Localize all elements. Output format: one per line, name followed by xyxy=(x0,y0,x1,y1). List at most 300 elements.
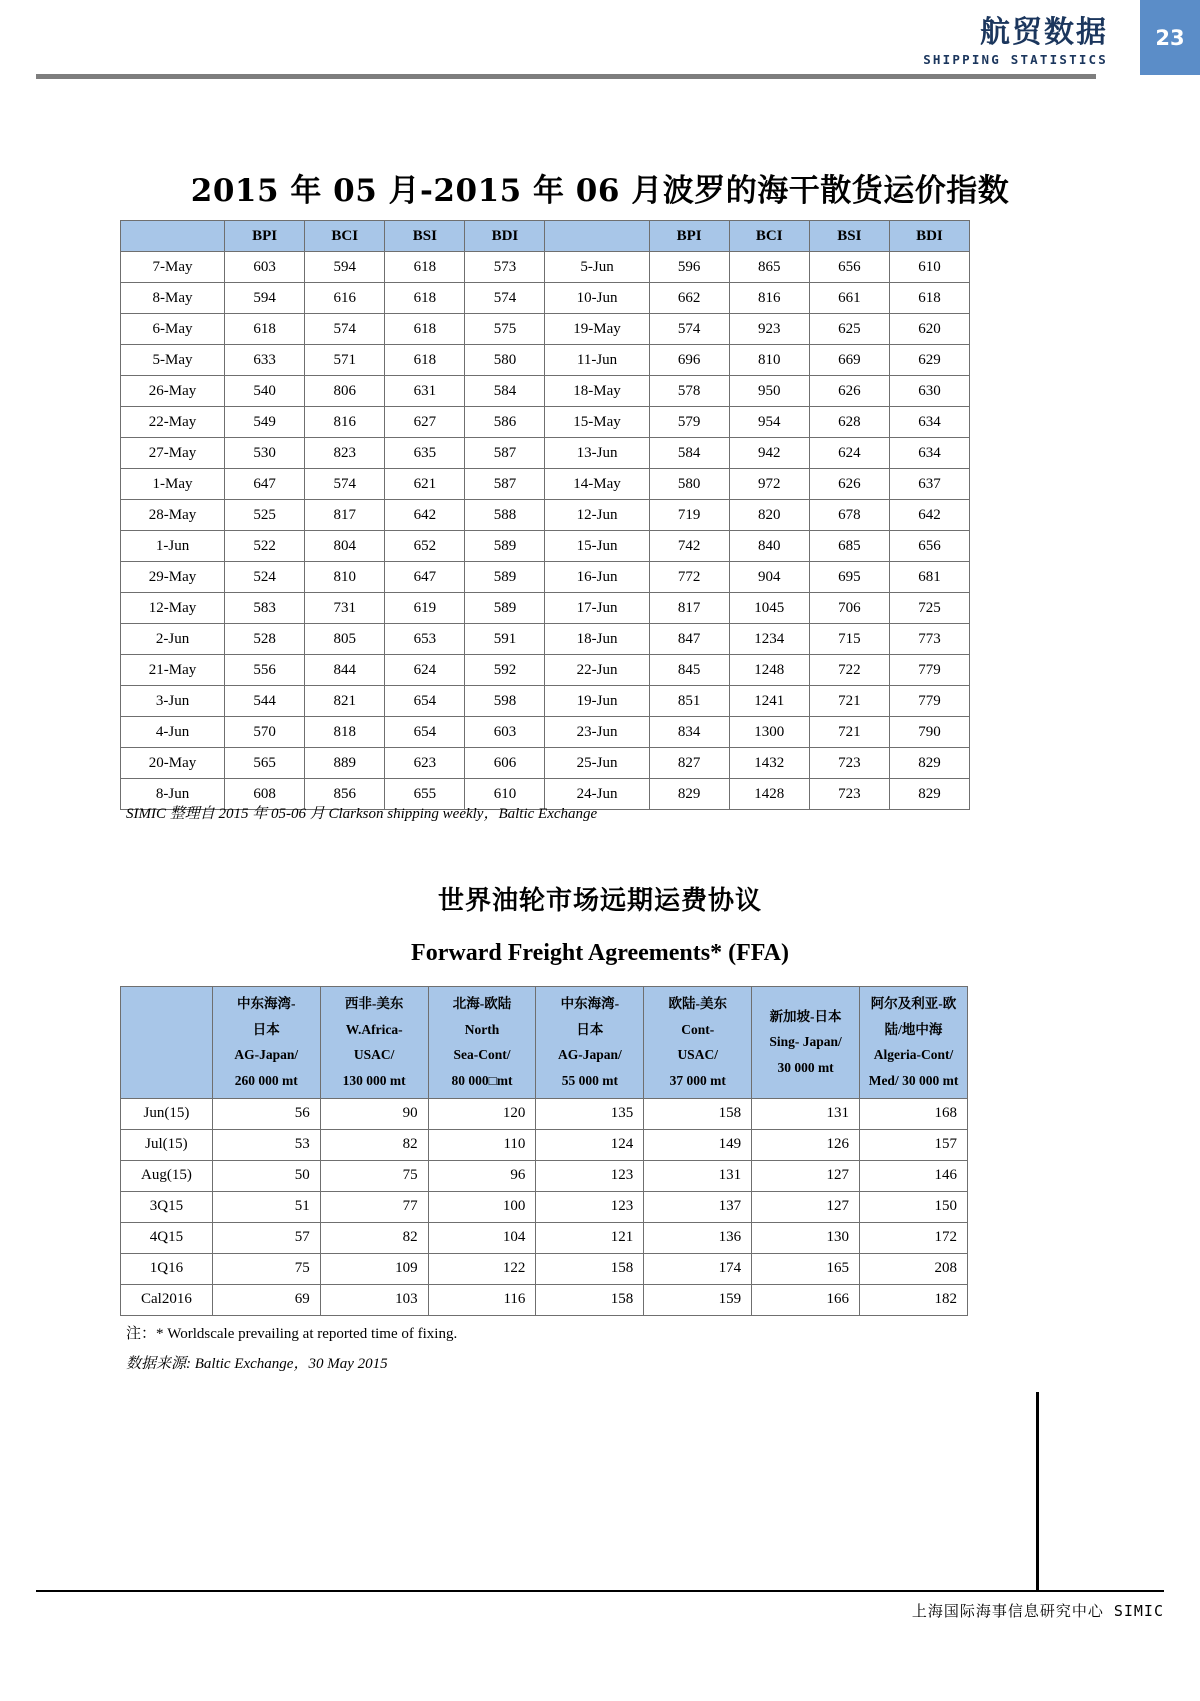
cell: 90 xyxy=(320,1098,428,1129)
cell: 790 xyxy=(889,717,969,748)
cell: 166 xyxy=(752,1284,860,1315)
cell: 618 xyxy=(889,283,969,314)
cell: 77 xyxy=(320,1191,428,1222)
cell: 810 xyxy=(305,562,385,593)
cell: 652 xyxy=(385,531,465,562)
table-row xyxy=(121,624,970,655)
cell: 647 xyxy=(385,562,465,593)
cell: 621 xyxy=(385,469,465,500)
cell: 13-Jun xyxy=(545,438,649,469)
bdi-col-header xyxy=(121,221,225,252)
cell: 121 xyxy=(536,1222,644,1253)
cell: 603 xyxy=(465,717,545,748)
cell: 131 xyxy=(752,1098,860,1129)
table-row xyxy=(121,531,970,562)
cell: 23-Jun xyxy=(545,717,649,748)
cell: 1234 xyxy=(729,624,809,655)
cell: 865 xyxy=(729,252,809,283)
header-line: 阿尔及利亚-欧 xyxy=(870,996,957,1011)
page-number-badge: 23 xyxy=(1140,0,1200,75)
cell: 174 xyxy=(644,1253,752,1284)
page-header xyxy=(0,0,1200,100)
cell: 642 xyxy=(889,500,969,531)
header-line: 欧陆-美东 xyxy=(668,996,727,1011)
cell: 610 xyxy=(889,252,969,283)
cell: 1045 xyxy=(729,593,809,624)
header-line: 中东海湾- xyxy=(560,996,620,1011)
table-row xyxy=(121,593,970,624)
cell: 731 xyxy=(305,593,385,624)
cell: 923 xyxy=(729,314,809,345)
bdi-col-header: BPI xyxy=(225,221,305,252)
row-label: Jun(15) xyxy=(121,1098,213,1129)
cell: 618 xyxy=(225,314,305,345)
cell: 22-May xyxy=(121,407,225,438)
cell: 856 xyxy=(305,779,385,810)
table-row xyxy=(121,1129,968,1160)
ffa-header-row xyxy=(121,987,968,1099)
header-divider xyxy=(36,74,1096,79)
cell: 624 xyxy=(809,438,889,469)
bdi-col-header: BCI xyxy=(729,221,809,252)
cell: 11-Jun xyxy=(545,345,649,376)
cell: 654 xyxy=(385,686,465,717)
cell: 655 xyxy=(385,779,465,810)
cell: 596 xyxy=(649,252,729,283)
cell: 616 xyxy=(305,283,385,314)
cell: 773 xyxy=(889,624,969,655)
cell: 182 xyxy=(860,1284,968,1315)
cell: 15-Jun xyxy=(545,531,649,562)
cell: 57 xyxy=(212,1222,320,1253)
cell: 579 xyxy=(649,407,729,438)
cell: 120 xyxy=(428,1098,536,1129)
cell: 12-May xyxy=(121,593,225,624)
cell: 104 xyxy=(428,1222,536,1253)
cell: 12-Jun xyxy=(545,500,649,531)
table-row xyxy=(121,748,970,779)
table-row xyxy=(121,1160,968,1191)
cell: 589 xyxy=(465,562,545,593)
cell: 18-May xyxy=(545,376,649,407)
header-line: USAC/ xyxy=(677,1047,718,1063)
bdi-col-header: BSI xyxy=(809,221,889,252)
row-label: 1Q16 xyxy=(121,1253,213,1284)
table-row xyxy=(121,345,970,376)
cell: 626 xyxy=(809,376,889,407)
cell: 28-May xyxy=(121,500,225,531)
header-line: AG-Japan/ xyxy=(557,1047,622,1063)
cell: 620 xyxy=(889,314,969,345)
cell: 706 xyxy=(809,593,889,624)
cell: 1428 xyxy=(729,779,809,810)
cell: 16-Jun xyxy=(545,562,649,593)
cell: 168 xyxy=(860,1098,968,1129)
cell: 131 xyxy=(644,1160,752,1191)
header-line: 30 000 mt xyxy=(777,1060,834,1076)
table-row xyxy=(121,1191,968,1222)
ffa-col-header-sing-japan xyxy=(752,987,860,1099)
cell: 56 xyxy=(212,1098,320,1129)
cell: 626 xyxy=(809,469,889,500)
cell: 628 xyxy=(809,407,889,438)
cell: 634 xyxy=(889,407,969,438)
cell: 845 xyxy=(649,655,729,686)
cell: 844 xyxy=(305,655,385,686)
cell: 127 xyxy=(752,1160,860,1191)
cell: 589 xyxy=(465,531,545,562)
footer-divider xyxy=(36,1590,1164,1592)
cell: 19-Jun xyxy=(545,686,649,717)
cell: 26-May xyxy=(121,376,225,407)
cell: 574 xyxy=(465,283,545,314)
cell: 51 xyxy=(212,1191,320,1222)
cell: 742 xyxy=(649,531,729,562)
cell: 17-Jun xyxy=(545,593,649,624)
cell: 574 xyxy=(649,314,729,345)
table-row xyxy=(121,1284,968,1315)
cell: 19-May xyxy=(545,314,649,345)
ffa-col-header-ag-japan-260k xyxy=(212,987,320,1099)
bdi-col-header xyxy=(545,221,649,252)
cell: 1432 xyxy=(729,748,809,779)
cell: 606 xyxy=(465,748,545,779)
cell: 722 xyxy=(809,655,889,686)
table-row xyxy=(121,469,970,500)
cell: 695 xyxy=(809,562,889,593)
cell: 633 xyxy=(225,345,305,376)
cell: 172 xyxy=(860,1222,968,1253)
header-line: 北海-欧陆 xyxy=(452,996,512,1011)
ffa-section-title-english: Forward Freight Agreements* (FFA) xyxy=(411,940,789,966)
ffa-footnote: 注：* Worldscale prevailing at reported time of fixing. xyxy=(126,1326,458,1342)
cell: 805 xyxy=(305,624,385,655)
cell: 525 xyxy=(225,500,305,531)
header-line: 西非-美东 xyxy=(344,996,404,1011)
cell: 96 xyxy=(428,1160,536,1191)
cell: 578 xyxy=(649,376,729,407)
cell: 158 xyxy=(536,1253,644,1284)
cell: 103 xyxy=(320,1284,428,1315)
cell: 522 xyxy=(225,531,305,562)
cell: 584 xyxy=(649,438,729,469)
cell: 817 xyxy=(305,500,385,531)
cell: 685 xyxy=(809,531,889,562)
cell: 950 xyxy=(729,376,809,407)
cell: 82 xyxy=(320,1222,428,1253)
cell: 618 xyxy=(385,345,465,376)
cell: 637 xyxy=(889,469,969,500)
cell: 530 xyxy=(225,438,305,469)
cell: 18-Jun xyxy=(545,624,649,655)
header-line: 日本 xyxy=(576,1021,604,1037)
cell: 27-May xyxy=(121,438,225,469)
cell: 972 xyxy=(729,469,809,500)
cell: 158 xyxy=(644,1098,752,1129)
cell: 130 xyxy=(752,1222,860,1253)
cell: 549 xyxy=(225,407,305,438)
cell: 583 xyxy=(225,593,305,624)
ffa-col-header-northsea-cont xyxy=(428,987,536,1099)
header-line: 80 000□mt xyxy=(451,1072,513,1088)
cell: 630 xyxy=(889,376,969,407)
cell: 124 xyxy=(536,1129,644,1160)
cell: 662 xyxy=(649,283,729,314)
cell: 603 xyxy=(225,252,305,283)
cell: 565 xyxy=(225,748,305,779)
cell: 656 xyxy=(889,531,969,562)
header-title-chinese: 航贸数据 xyxy=(980,15,1108,50)
cell: 75 xyxy=(212,1253,320,1284)
cell: 678 xyxy=(809,500,889,531)
cell: 573 xyxy=(465,252,545,283)
cell: 20-May xyxy=(121,748,225,779)
cell: 159 xyxy=(644,1284,752,1315)
cell: 149 xyxy=(644,1129,752,1160)
cell: 820 xyxy=(729,500,809,531)
cell: 127 xyxy=(752,1191,860,1222)
cell: 8-May xyxy=(121,283,225,314)
table-row xyxy=(121,717,970,748)
cell: 10-Jun xyxy=(545,283,649,314)
cell: 816 xyxy=(729,283,809,314)
cell: 779 xyxy=(889,655,969,686)
cell: 647 xyxy=(225,469,305,500)
cell: 817 xyxy=(649,593,729,624)
cell: 15-May xyxy=(545,407,649,438)
cell: 82 xyxy=(320,1129,428,1160)
header-line: Sing- Japan/ xyxy=(769,1034,842,1050)
header-line: USAC/ xyxy=(353,1047,395,1063)
row-label: Cal2016 xyxy=(121,1284,213,1315)
ffa-col-header-wafrica-usac xyxy=(320,987,428,1099)
cell: 804 xyxy=(305,531,385,562)
cell: 69 xyxy=(212,1284,320,1315)
cell: 586 xyxy=(465,407,545,438)
table-row xyxy=(121,1098,968,1129)
row-label: 4Q15 xyxy=(121,1222,213,1253)
cell: 627 xyxy=(385,407,465,438)
cell: 779 xyxy=(889,686,969,717)
cell: 723 xyxy=(809,779,889,810)
cell: 847 xyxy=(649,624,729,655)
table-row xyxy=(121,655,970,686)
cell: 208 xyxy=(860,1253,968,1284)
ffa-col-header-ag-japan-55k xyxy=(536,987,644,1099)
table-row xyxy=(121,1253,968,1284)
cell: 592 xyxy=(465,655,545,686)
header-line: 55 000 mt xyxy=(561,1072,618,1088)
cell: 816 xyxy=(305,407,385,438)
bdi-table xyxy=(120,220,970,810)
cell: 608 xyxy=(225,779,305,810)
cell: 6-May xyxy=(121,314,225,345)
cell: 681 xyxy=(889,562,969,593)
cell: 100 xyxy=(428,1191,536,1222)
cell: 654 xyxy=(385,717,465,748)
cell: 618 xyxy=(385,283,465,314)
cell: 544 xyxy=(225,686,305,717)
cell: 721 xyxy=(809,717,889,748)
header-line: 日本 xyxy=(252,1021,280,1037)
cell: 591 xyxy=(465,624,545,655)
cell: 719 xyxy=(649,500,729,531)
table-row xyxy=(121,500,970,531)
cell: 580 xyxy=(465,345,545,376)
cell: 29-May xyxy=(121,562,225,593)
cell: 570 xyxy=(225,717,305,748)
cell: 7-May xyxy=(121,252,225,283)
header-line: 130 000 mt xyxy=(342,1072,406,1088)
table-row xyxy=(121,686,970,717)
cell: 642 xyxy=(385,500,465,531)
cell: 619 xyxy=(385,593,465,624)
cell: 524 xyxy=(225,562,305,593)
cell: 165 xyxy=(752,1253,860,1284)
header-title-block xyxy=(923,16,1108,67)
cell: 122 xyxy=(428,1253,536,1284)
table-row xyxy=(121,438,970,469)
row-label: 3Q15 xyxy=(121,1191,213,1222)
cell: 772 xyxy=(649,562,729,593)
cell: 53 xyxy=(212,1129,320,1160)
cell: 598 xyxy=(465,686,545,717)
cell: 715 xyxy=(809,624,889,655)
cell: 829 xyxy=(649,779,729,810)
header-line: 新加坡-日本 xyxy=(769,1008,842,1024)
cell: 1241 xyxy=(729,686,809,717)
cell: 829 xyxy=(889,748,969,779)
cell: 661 xyxy=(809,283,889,314)
header-line: Cont- xyxy=(681,1021,715,1037)
cell: 624 xyxy=(385,655,465,686)
header-title-english: SHIPPING STATISTICS xyxy=(923,52,1108,67)
table-row xyxy=(121,314,970,345)
cell: 123 xyxy=(536,1191,644,1222)
cell: 587 xyxy=(465,469,545,500)
bdi-col-header: BCI xyxy=(305,221,385,252)
cell: 618 xyxy=(385,252,465,283)
bdi-col-header: BSI xyxy=(385,221,465,252)
table-row xyxy=(121,376,970,407)
cell: 954 xyxy=(729,407,809,438)
table-row xyxy=(121,407,970,438)
cell: 5-May xyxy=(121,345,225,376)
cell: 589 xyxy=(465,593,545,624)
cell: 4-Jun xyxy=(121,717,225,748)
bdi-header-row xyxy=(121,221,970,252)
cell: 3-Jun xyxy=(121,686,225,717)
bdi-col-header: BDI xyxy=(465,221,545,252)
cell: 631 xyxy=(385,376,465,407)
cell: 14-May xyxy=(545,469,649,500)
cell: 571 xyxy=(305,345,385,376)
cell: 146 xyxy=(860,1160,968,1191)
cell: 818 xyxy=(305,717,385,748)
cell: 21-May xyxy=(121,655,225,686)
header-line: 37 000 mt xyxy=(669,1072,726,1088)
cell: 653 xyxy=(385,624,465,655)
cell: 137 xyxy=(644,1191,752,1222)
cell: 574 xyxy=(305,469,385,500)
table-row xyxy=(121,562,970,593)
cell: 110 xyxy=(428,1129,536,1160)
cell: 109 xyxy=(320,1253,428,1284)
cell: 123 xyxy=(536,1160,644,1191)
header-line: W.Africa- xyxy=(345,1021,403,1037)
cell: 75 xyxy=(320,1160,428,1191)
header-line: Med/ 30 000 mt xyxy=(868,1072,959,1088)
header-line: Sea-Cont/ xyxy=(453,1047,511,1063)
ffa-col-header-period xyxy=(121,987,213,1099)
row-label: Jul(15) xyxy=(121,1129,213,1160)
cell: 827 xyxy=(649,748,729,779)
header-line: 陆/地中海 xyxy=(884,1021,943,1037)
cell: 806 xyxy=(305,376,385,407)
cell: 629 xyxy=(889,345,969,376)
header-line: AG-Japan/ xyxy=(234,1047,299,1063)
cell: 725 xyxy=(889,593,969,624)
cell: 623 xyxy=(385,748,465,779)
cell: 618 xyxy=(385,314,465,345)
footer-organization: 上海国际海事信息研究中心 SIMIC xyxy=(911,1602,1164,1620)
header-line: North xyxy=(464,1021,500,1037)
cell: 634 xyxy=(889,438,969,469)
cell: 135 xyxy=(536,1098,644,1129)
table-row xyxy=(121,252,970,283)
cell: 610 xyxy=(465,779,545,810)
cell: 150 xyxy=(860,1191,968,1222)
ffa-table xyxy=(120,986,968,1316)
cell: 116 xyxy=(428,1284,536,1315)
footer-vertical-rule xyxy=(1036,1392,1039,1592)
cell: 587 xyxy=(465,438,545,469)
cell: 851 xyxy=(649,686,729,717)
cell: 25-Jun xyxy=(545,748,649,779)
cell: 24-Jun xyxy=(545,779,649,810)
row-label: Aug(15) xyxy=(121,1160,213,1191)
bdi-col-header: BDI xyxy=(889,221,969,252)
cell: 723 xyxy=(809,748,889,779)
cell: 635 xyxy=(385,438,465,469)
bdi-col-header: BPI xyxy=(649,221,729,252)
header-line: 260 000 mt xyxy=(234,1072,298,1088)
cell: 575 xyxy=(465,314,545,345)
ffa-col-header-cont-usac xyxy=(644,987,752,1099)
cell: 1-Jun xyxy=(121,531,225,562)
header-line: 中东海湾- xyxy=(237,996,296,1011)
cell: 594 xyxy=(225,283,305,314)
cell: 158 xyxy=(536,1284,644,1315)
cell: 810 xyxy=(729,345,809,376)
cell: 126 xyxy=(752,1129,860,1160)
cell: 5-Jun xyxy=(545,252,649,283)
cell: 540 xyxy=(225,376,305,407)
cell: 834 xyxy=(649,717,729,748)
cell: 588 xyxy=(465,500,545,531)
cell: 942 xyxy=(729,438,809,469)
ffa-col-header-algeria-med xyxy=(860,987,968,1099)
cell: 574 xyxy=(305,314,385,345)
cell: 584 xyxy=(465,376,545,407)
cell: 50 xyxy=(212,1160,320,1191)
cell: 594 xyxy=(305,252,385,283)
cell: 2-Jun xyxy=(121,624,225,655)
cell: 889 xyxy=(305,748,385,779)
cell: 136 xyxy=(644,1222,752,1253)
cell: 669 xyxy=(809,345,889,376)
cell: 1-May xyxy=(121,469,225,500)
